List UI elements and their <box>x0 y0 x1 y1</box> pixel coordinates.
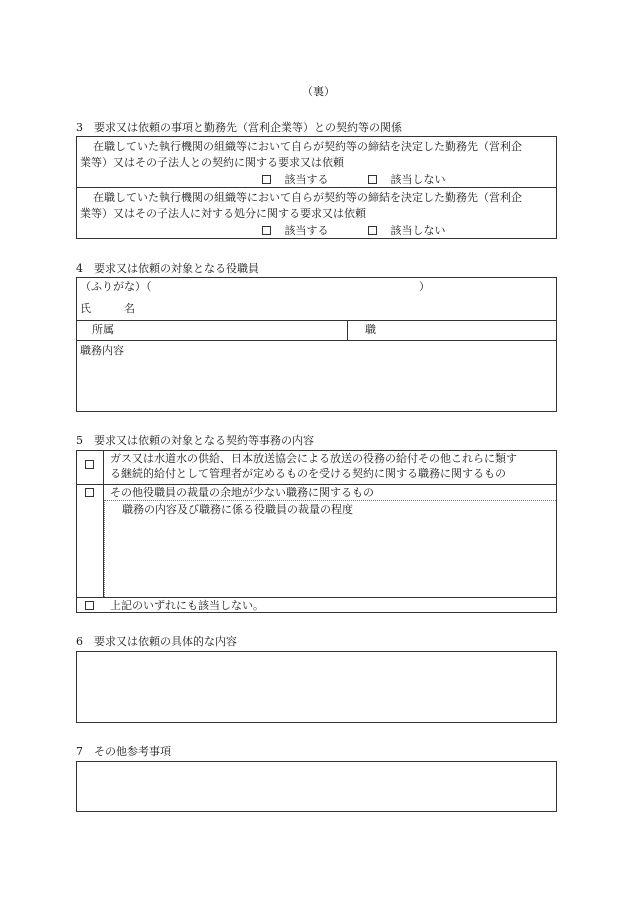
section-5-divider-2 <box>76 597 557 598</box>
duty-label: 職務内容 <box>80 344 124 357</box>
section-3-row2-line2: 業等）又はその子法人に対する処分に関する要求又は依頼 <box>80 207 366 220</box>
section-5-sub-dotted-left <box>104 500 105 597</box>
section-3-heading: 3 要求又は依頼の事項と勤務先（営利企業等）との契約等の関係 <box>76 121 402 134</box>
section-5-opt3-checkbox[interactable] <box>85 599 94 613</box>
section-3-row2-line1: 在職していた執行機関の組織等において自らが契約等の締結を決定した勤務先（営利企 <box>93 191 522 204</box>
section-5-opt2-sub-label: 職務の内容及び職務に係る役職員の裁量の程度 <box>122 503 353 516</box>
section-3-row1-yes-option[interactable] <box>262 173 329 187</box>
furigana-label: （ふりがな）（ <box>80 280 152 293</box>
section-7-heading: 7 その他参考事項 <box>76 745 171 758</box>
section-4-col-divider <box>347 320 348 340</box>
section-5-opt1-line2: る継続的給付として管理者が定めるものを受ける契約に関する職務に関するもの <box>110 467 506 480</box>
section-3-row2-yes-option[interactable] <box>262 224 329 238</box>
section-4-divider-2 <box>76 340 557 341</box>
section-5-opt3-label: 上記のいずれにも該当しない。 <box>110 599 264 612</box>
name-input[interactable] <box>150 299 550 317</box>
section-5-opt1-line1: ガス又は水道水の供給、日本放送協会による放送の役務の給付その他これらに類す <box>110 452 517 465</box>
checkbox-icon[interactable] <box>85 601 94 610</box>
no-label: 該当しない <box>390 173 446 186</box>
section-3-row1-line2: 業等）又はその子法人との契約に関する要求又は依頼 <box>80 156 344 169</box>
section-5-opt1-checkbox[interactable] <box>85 458 94 472</box>
checkbox-icon[interactable] <box>85 460 94 469</box>
duty-discretion-input[interactable] <box>108 520 552 594</box>
section-3-row1-no-option[interactable] <box>368 173 446 187</box>
name-label: 氏 名 <box>80 302 135 315</box>
section-5-divider-1 <box>76 484 557 485</box>
checkbox-icon[interactable] <box>368 226 377 235</box>
section-6-heading: 6 要求又は依頼の具体的な内容 <box>76 635 237 648</box>
checkbox-icon[interactable] <box>262 175 271 184</box>
request-content-box[interactable] <box>76 651 557 723</box>
furigana-input[interactable] <box>160 279 415 297</box>
checkbox-icon[interactable] <box>262 226 271 235</box>
yes-label: 該当する <box>284 224 329 237</box>
section-3-divider <box>76 187 557 188</box>
section-5-opt2-label: その他役職員の裁量の余地が少ない職務に関するもの <box>110 486 374 499</box>
affiliation-input[interactable] <box>120 321 342 338</box>
no-label: 該当しない <box>390 224 446 237</box>
position-label: 職 <box>365 323 376 336</box>
checkbox-icon[interactable] <box>368 175 377 184</box>
duty-input[interactable] <box>80 360 552 408</box>
reference-notes-box[interactable] <box>76 761 557 812</box>
section-5-sub-dotted-top <box>104 500 556 501</box>
furigana-close: ） <box>419 280 430 293</box>
affiliation-label: 所属 <box>92 323 114 336</box>
yes-label: 該当する <box>284 173 329 186</box>
checkbox-icon[interactable] <box>85 488 94 497</box>
section-3-row1-line1: 在職していた執行機関の組織等において自らが契約等の締結を決定した勤務先（営利企 <box>93 140 522 153</box>
position-input[interactable] <box>380 321 552 338</box>
section-3-row2-no-option[interactable] <box>368 224 446 238</box>
section-4-heading: 4 要求又は依頼の対象となる役職員 <box>76 262 259 275</box>
section-5-heading: 5 要求又は依頼の対象となる契約等事務の内容 <box>76 434 314 447</box>
page-title: （裏） <box>302 85 335 98</box>
section-5-opt2-checkbox[interactable] <box>85 486 94 500</box>
